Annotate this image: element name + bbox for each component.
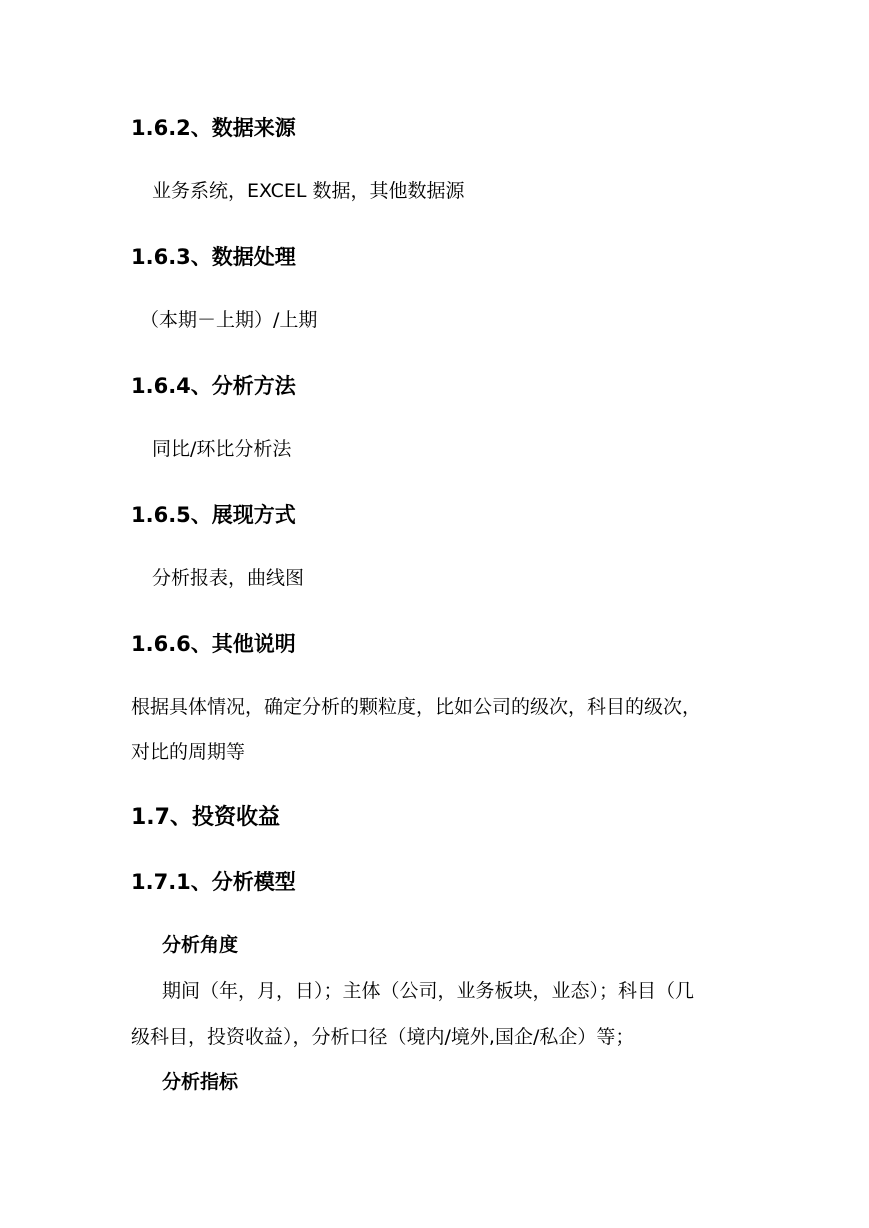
- heading-1-6-4: 1.6.4、分析方法: [131, 374, 296, 398]
- data-processing-text: （本期－上期）/上期: [140, 309, 318, 331]
- heading-1-7-1: 1.7.1、分析模型: [131, 870, 296, 894]
- heading-1-6-6: 1.6.6、其他说明: [131, 632, 296, 656]
- other-notes-line-2: 对比的周期等: [131, 741, 246, 763]
- presentation-text: 分析报表，曲线图: [152, 567, 305, 589]
- other-notes-line-1: 根据具体情况，确定分析的颗粒度，比如公司的级次，科目的级次，: [131, 696, 702, 718]
- data-source-text: 业务系统，EXCEL 数据，其他数据源: [152, 180, 465, 202]
- analysis-angle-title: 分析角度: [162, 934, 239, 956]
- heading-1-6-5: 1.6.5、展现方式: [131, 503, 296, 527]
- heading-1-7: 1.7、投资收益: [131, 805, 280, 830]
- heading-1-6-3: 1.6.3、数据处理: [131, 245, 296, 269]
- analysis-angle-line-1: 期间（年，月，日）；主体（公司，业务板块，业态）；科目（几: [162, 980, 695, 1002]
- analysis-method-text: 同比/环比分析法: [152, 438, 292, 460]
- heading-1-6-2: 1.6.2、数据来源: [131, 116, 296, 140]
- analysis-angle-line-2: 级科目，投资收益），分析口径（境内/境外,国企/私企）等；: [131, 1026, 635, 1048]
- analysis-indicator-title: 分析指标: [162, 1071, 239, 1093]
